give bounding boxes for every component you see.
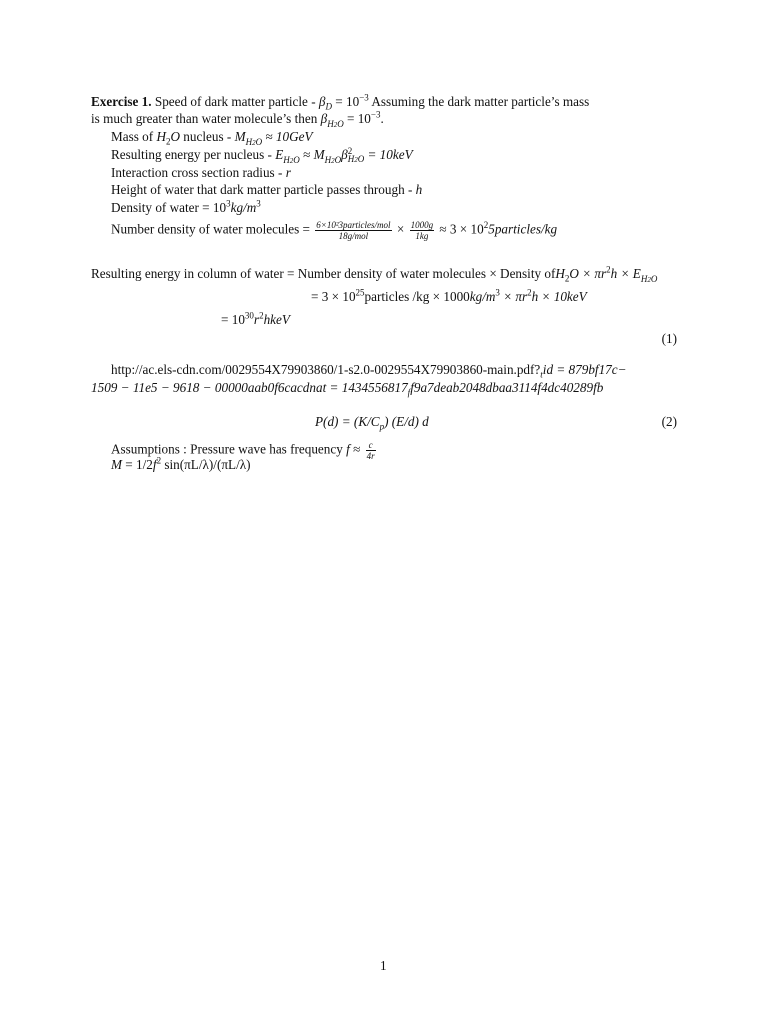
column2-value: = 3 × 10 — [311, 289, 356, 304]
radius-label: Interaction cross section radius - — [111, 165, 283, 180]
frac1-den: 18g/mol — [338, 231, 369, 241]
density-value: 10 — [212, 200, 227, 215]
beta-sub-o: O — [337, 118, 344, 129]
url-part-a: 1509 − 11e5 − 9618 − 00000aab0f6cacdnat = 1434556817 — [91, 380, 408, 395]
radius-var: r — [285, 165, 291, 180]
exercise-heading: Exercise 1. — [91, 94, 152, 109]
beta-symbol: β — [318, 94, 326, 109]
exercise-intro-line2 — [91, 111, 384, 127]
column2-exp: 25 — [355, 287, 365, 298]
energy-E-sub-2: 2 — [289, 156, 294, 165]
energy-M: M — [313, 147, 325, 162]
eq2-tail: ) (E/d) d — [384, 414, 429, 429]
url-line2 — [91, 380, 603, 396]
intro-text: Speed of dark matter particle - — [154, 94, 316, 109]
column-E-sub-2: 2 — [647, 275, 651, 284]
numdens-times: × — [396, 221, 405, 237]
column-h2o-o: O — [569, 266, 579, 281]
assume-eq: = 1/2 — [125, 457, 153, 472]
eq2-text: P(d) = (K/C — [315, 414, 380, 429]
beta-sub-2: 2 — [333, 120, 338, 129]
url-id: id = 879bf17c− — [542, 362, 627, 377]
numdens-tail: 5particles/kg — [488, 221, 558, 237]
column-line1 — [91, 266, 657, 282]
assume-sinc: sin(πL/λ)/(πL/λ) — [164, 457, 251, 472]
energy-M-sub-2: 2 — [331, 156, 335, 165]
url-f-sub: f — [407, 387, 411, 398]
numdens-exp: 2 — [483, 220, 489, 231]
column-r-exp: 2 — [606, 264, 611, 275]
column2-unit: kg/m — [469, 289, 496, 304]
column3-exp: 30 — [244, 310, 254, 321]
column3-r: r — [253, 312, 260, 327]
frac2-den: 1kg — [415, 231, 429, 241]
numdens-approx: ≈ 3 × 10 — [439, 221, 484, 237]
column-text: Resulting energy in column of water = Number density of water molecules × Density of — [91, 266, 556, 281]
assumptions-f: f — [346, 441, 350, 457]
eq2-p-sub: p — [379, 421, 385, 432]
energy-beta: β — [341, 147, 348, 162]
url-t-sub: t — [540, 369, 543, 380]
beta-subscript: D — [325, 101, 332, 112]
beta-value: = 10 — [335, 94, 360, 109]
density-unit: kg/m — [230, 200, 257, 215]
mass-M-sub-h: H — [245, 136, 253, 147]
numdens-label: Number density of water molecules = — [111, 221, 310, 237]
column3-tail: hkeV — [263, 312, 290, 327]
energy-line — [111, 147, 413, 164]
height-label: Height of water that dark matter particle passes through - — [111, 182, 413, 197]
height-var: h — [415, 182, 423, 197]
beta-exponent: −3 — [359, 92, 369, 103]
beta-sub-h: H — [327, 118, 334, 129]
assume-frac-den: 4r — [366, 451, 375, 461]
mass-M-sub-2: 2 — [252, 138, 256, 147]
energy-E-sub-o: O — [293, 154, 300, 165]
column-h-times-E: h × E — [610, 266, 641, 281]
assume-f: f — [152, 457, 157, 472]
mass-M-sub-o: O — [255, 136, 263, 147]
numdens-line — [111, 220, 557, 241]
intro-tail: Assuming the dark matter particle’s mass — [371, 94, 590, 109]
numdens-fraction-1 — [315, 220, 391, 241]
assumptions-text: Assumptions : Pressure wave has frequency — [111, 441, 343, 457]
assumptions-approx: ≈ — [353, 441, 361, 457]
period: . — [380, 111, 384, 126]
assumptions-fraction — [366, 440, 376, 461]
beta-value-2: = 10 — [346, 111, 371, 126]
energy-E-sub-h: H — [283, 154, 290, 165]
energy-beta-sub-o: O — [357, 154, 365, 165]
mass-M: M — [234, 129, 246, 144]
mass-label: Mass of — [111, 129, 154, 144]
energy-beta-sub-2: 2 — [354, 156, 358, 165]
equation-number-1: (1) — [661, 331, 677, 346]
column2-particles: particles /kg × 1000 — [364, 289, 470, 304]
energy-M-sub-h: H — [324, 154, 332, 165]
intro-text-2: is much greater than water molecule’s then — [91, 111, 318, 126]
column-E-sub-h: H — [640, 273, 648, 284]
column3-value: = 10 — [221, 312, 245, 327]
assume-M: M — [111, 457, 122, 472]
density-unit-exp: 3 — [256, 198, 261, 209]
exercise-intro-line1 — [91, 94, 589, 110]
energy-E: E — [275, 147, 284, 162]
assume-frac-num: c — [366, 440, 376, 451]
energy-label: Resulting energy per nucleus - — [111, 147, 272, 162]
column3-r-exp: 2 — [259, 310, 264, 321]
frac2-num: 1000g — [410, 220, 434, 230]
height-line — [111, 182, 422, 198]
energy-beta-sub-h: H — [347, 154, 355, 165]
energy-beta-sup: 2 — [347, 146, 353, 157]
density-exp: 3 — [226, 198, 231, 209]
assumptions-line2 — [111, 457, 251, 473]
assume-f-exp: 2 — [156, 455, 162, 466]
column-line2 — [311, 289, 587, 305]
page-number: 1 — [380, 958, 387, 973]
radius-line — [111, 165, 291, 181]
column-times-pi-r: × πr — [582, 266, 607, 281]
mass-value: ≈ 10GeV — [265, 129, 313, 144]
beta-symbol-2: β — [320, 111, 328, 126]
url-part-b: f9a7deab2048dbaa3114f4dc40289fb — [410, 380, 604, 395]
mass-line — [111, 129, 313, 145]
mass-nucleus-text: nucleus - — [183, 129, 232, 144]
h2o-h: H — [156, 129, 166, 144]
column-E-sub-o: O — [650, 273, 658, 284]
equation-2 — [315, 414, 429, 430]
density-label: Density of water = — [111, 200, 210, 215]
energy-value: = 10keV — [367, 147, 413, 162]
beta-exponent-2: −3 — [370, 109, 381, 120]
density-line — [111, 200, 261, 216]
url-line1 — [111, 362, 627, 378]
column2-unit-exp: 3 — [495, 287, 500, 298]
column2-pi-r: × πr — [503, 289, 528, 304]
column2-h-keV: h × 10keV — [531, 289, 587, 304]
column-h2o-h: H — [555, 266, 565, 281]
energy-approx: ≈ — [303, 147, 311, 162]
h2o-2: 2 — [165, 136, 171, 147]
column2-r-exp: 2 — [527, 287, 532, 298]
equation-number-2: (2) — [661, 414, 677, 429]
frac1-num: 6×10²3particles/mol — [316, 220, 391, 230]
h2o-o: O — [170, 129, 180, 144]
column-h2o-2: 2 — [564, 273, 570, 284]
energy-beta-scripts — [348, 147, 365, 164]
column-line3 — [221, 312, 290, 328]
url-text: http://ac.els-cdn.com/0029554X79903860/1-s2.0-0029554X79903860-main.pdf? — [111, 362, 541, 377]
numdens-fraction-2 — [410, 220, 435, 241]
energy-M-sub-o: O — [334, 154, 342, 165]
